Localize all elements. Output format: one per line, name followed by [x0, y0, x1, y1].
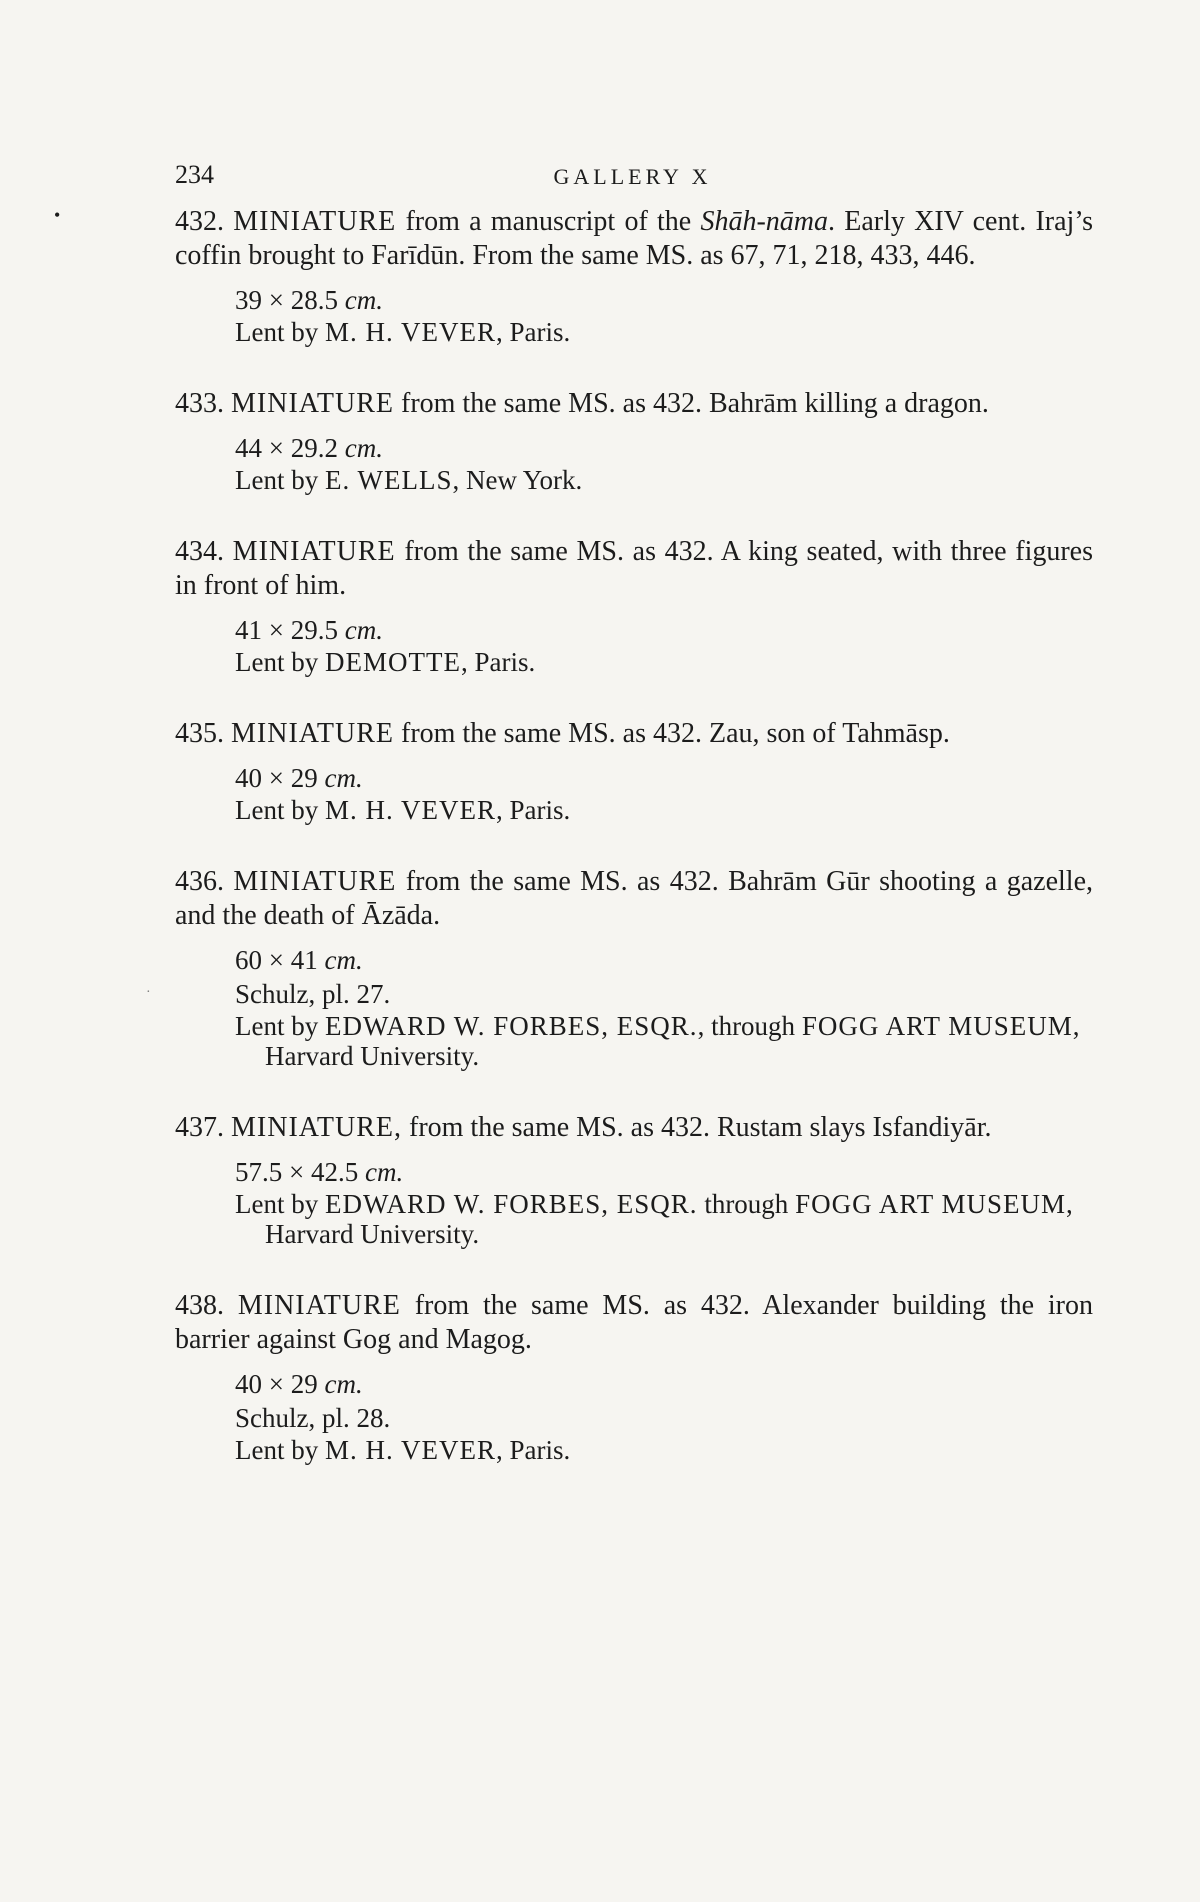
- catalogue-entry: [175, 1289, 1093, 1465]
- margin-bullet: •: [54, 205, 61, 225]
- dimensions-value: 44 × 29.2: [235, 433, 345, 463]
- lent-middle: , through: [697, 1011, 802, 1041]
- entry-title: MINIATURE: [231, 718, 394, 749]
- lent-prefix: Lent by: [235, 317, 325, 347]
- entry-description: [175, 717, 1093, 751]
- entry-description: [175, 205, 1093, 273]
- entry-description: [175, 535, 1093, 603]
- entry-text: from the same MS. as 432. Rustam slays Isfandiyār.: [402, 1112, 992, 1143]
- entry-title: MINIATURE,: [231, 1112, 402, 1143]
- catalogue-entry: [175, 865, 1093, 1071]
- entry-description: [175, 865, 1093, 933]
- lent-prefix: Lent by: [235, 465, 325, 495]
- page-header: [175, 160, 1090, 200]
- lender-name: M. H. VEVER: [324, 795, 496, 825]
- catalogue-entries: [175, 205, 1093, 1505]
- dimensions-unit: cm.: [344, 615, 383, 645]
- entry-dimensions: [235, 1367, 1093, 1401]
- entry-text: . Early XIV cent. Iraj’s coffin brought to Farīdūn. From the same MS. as 67, 71, 218, 433, 446.: [175, 206, 1093, 271]
- lender-museum: FOGG ART MUSEUM: [795, 1189, 1066, 1219]
- entry-description: [175, 387, 1093, 421]
- lent-suffix: ,: [1066, 1189, 1073, 1219]
- entry-dimensions: [235, 943, 1093, 977]
- dimensions-unit: cm.: [344, 285, 383, 315]
- lender-name: E. WELLS: [324, 465, 453, 495]
- entry-number: 436.: [175, 866, 224, 897]
- lent-suffix: , Paris.: [460, 647, 536, 677]
- entry-dimensions: [235, 431, 1093, 465]
- lent-suffix: , Paris.: [496, 1435, 571, 1465]
- lent-suffix: , Paris.: [496, 795, 571, 825]
- lender-institution: Harvard University.: [265, 1219, 480, 1249]
- entry-description: [175, 1289, 1093, 1357]
- dimensions-unit: cm.: [324, 763, 363, 793]
- entry-number: 432.: [175, 206, 224, 237]
- entry-description: [175, 1111, 1093, 1145]
- entry-text: from the same MS. as 432. Bahrām Gūr shooting a gazelle, and the death of Āzāda.: [175, 866, 1094, 931]
- catalogue-entry: [175, 1111, 1093, 1249]
- lent-prefix: Lent by: [235, 795, 325, 825]
- dimensions-unit: cm.: [324, 945, 363, 975]
- manuscript-title: Shāh-nāma: [700, 206, 828, 237]
- entry-lender: [235, 647, 1093, 677]
- dimensions-value: 41 × 29.5: [235, 615, 345, 645]
- lender-name: EDWARD W. FORBES, ESQR.: [324, 1011, 698, 1041]
- dimensions-unit: cm.: [324, 1369, 363, 1399]
- lender-name: M. H. VEVER: [324, 317, 496, 347]
- entry-text: from the same MS. as 432. Bahrām killing a dragon.: [394, 388, 989, 419]
- dimensions-value: 57.5 × 42.5: [235, 1157, 365, 1187]
- catalogue-entry: [175, 387, 1093, 495]
- entry-lender: [235, 1011, 1093, 1071]
- dimensions-unit: cm.: [364, 1157, 404, 1187]
- entry-lender: [235, 317, 1093, 347]
- entry-text: from a manuscript of the: [396, 206, 701, 237]
- entry-title: MINIATURE: [232, 536, 396, 567]
- entry-text: from the same MS. as 432. Alexander building the iron barrier against Gog and Magog.: [175, 1290, 1094, 1355]
- entry-lender: [235, 1189, 1093, 1249]
- entry-reference: Schulz, pl. 27.: [235, 979, 391, 1009]
- dimensions-unit: cm.: [344, 433, 383, 463]
- entry-text: from the same MS. as 432. A king seated, with three figures in front of him.: [175, 536, 1093, 601]
- entry-reference: Schulz, pl. 28.: [235, 1403, 391, 1433]
- lent-prefix: Lent by: [235, 1011, 325, 1041]
- entry-title: MINIATURE: [231, 388, 394, 419]
- entry-title: MINIATURE: [233, 206, 397, 237]
- dimensions-value: 39 × 28.5: [235, 285, 345, 315]
- lent-prefix: Lent by: [235, 1435, 325, 1465]
- entry-number: 434.: [175, 536, 224, 567]
- lender-name: DEMOTTE: [324, 647, 461, 677]
- entry-text: from the same MS. as 432. Zau, son of Tahmāsp.: [394, 718, 950, 749]
- entry-title: MINIATURE: [233, 866, 397, 897]
- entry-dimensions: [235, 613, 1093, 647]
- entry-number: 437.: [175, 1112, 224, 1143]
- lender-institution: Harvard University.: [265, 1041, 480, 1071]
- entry-lender: [235, 795, 1093, 825]
- entry-title: MINIATURE: [237, 1290, 401, 1321]
- catalogue-entry: [175, 717, 1093, 825]
- lent-suffix: , Paris.: [496, 317, 571, 347]
- entry-dimensions: [235, 283, 1093, 317]
- dimensions-value: 60 × 41: [235, 945, 325, 975]
- lent-prefix: Lent by: [235, 1189, 325, 1219]
- lender-name: M. H. VEVER: [324, 1435, 496, 1465]
- running-head: GALLERY X: [553, 164, 712, 189]
- catalogue-entry: [175, 535, 1093, 677]
- lender-name: EDWARD W. FORBES, ESQR.: [324, 1189, 698, 1219]
- entry-lender: [235, 465, 1093, 495]
- entry-number: 433.: [175, 388, 224, 419]
- lender-museum: FOGG ART MUSEUM: [801, 1011, 1073, 1041]
- page-number: 234: [175, 160, 214, 189]
- dimensions-value: 40 × 29: [235, 1369, 325, 1399]
- lent-suffix: ,: [1072, 1011, 1080, 1041]
- lent-middle: through: [697, 1189, 796, 1219]
- entry-number: 435.: [175, 718, 224, 749]
- lent-suffix: , New York.: [452, 465, 583, 495]
- entry-dimensions: [235, 761, 1093, 795]
- lent-prefix: Lent by: [235, 647, 325, 677]
- dimensions-value: 40 × 29: [235, 763, 325, 793]
- entry-lender: [235, 1435, 1093, 1465]
- entry-number: 438.: [175, 1290, 224, 1321]
- entry-dimensions: [235, 1155, 1093, 1189]
- catalogue-entry: [175, 205, 1093, 347]
- margin-mark: ·: [146, 985, 151, 1000]
